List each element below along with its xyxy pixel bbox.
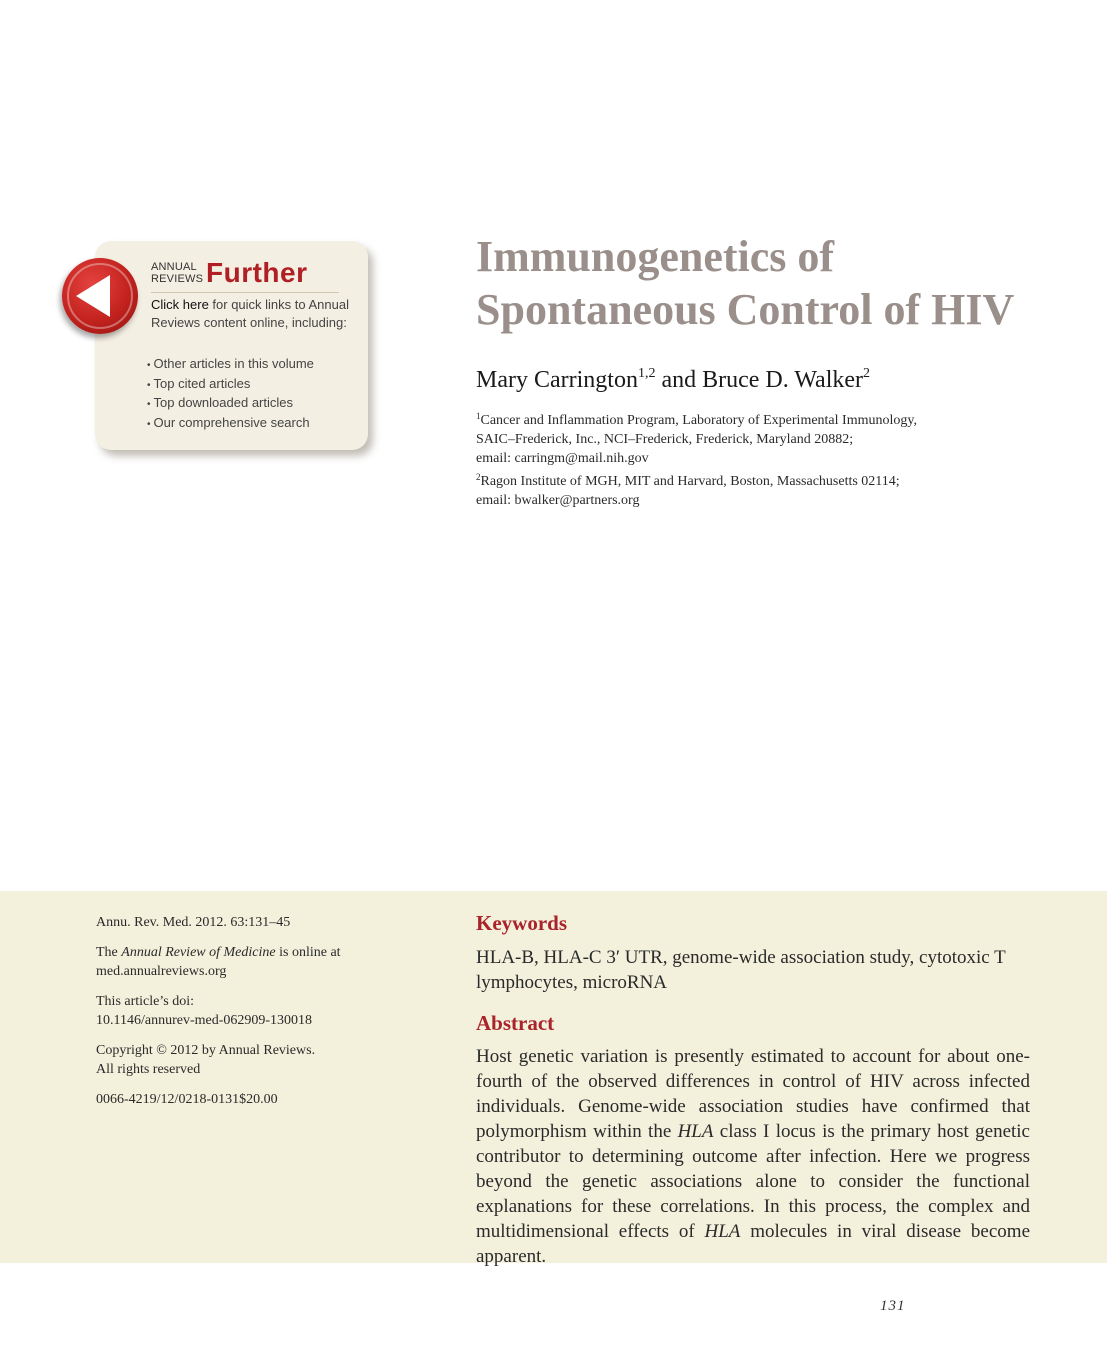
affiliation-2-email: email: bwalker@partners.org — [476, 493, 640, 508]
authors — [476, 365, 1076, 395]
journal-url[interactable]: med.annualreviews.org — [96, 964, 227, 979]
further-description — [151, 296, 351, 331]
online-availability — [96, 943, 366, 981]
further-title: Further — [206, 257, 308, 288]
further-link-top-downloaded[interactable]: • Top downloaded articles — [147, 394, 314, 414]
citation: Annu. Rev. Med. 2012. 63:131–45 — [96, 915, 291, 930]
copyright-block — [96, 1041, 366, 1079]
further-box[interactable] — [95, 241, 368, 450]
affiliation-1-line-2: SAIC–Frederick, Inc., NCI–Frederick, Frederick, Maryland 20882; — [476, 432, 854, 447]
online-prefix: The — [96, 945, 122, 960]
affiliation-2-number: 2 — [476, 472, 481, 482]
affiliation-1-number: 1 — [476, 411, 481, 421]
author-2: and Bruce D. Walker — [655, 367, 864, 393]
annual-reviews-logo — [151, 261, 203, 285]
keywords-text: HLA-B, HLA-C 3′ UTR, genome-wide association study, cytotoxic T lymphocytes, microRNA — [476, 947, 1006, 993]
title-line-1: Immunogenetics of — [476, 232, 835, 281]
reviews-label: REVIEWS — [151, 273, 204, 285]
author-2-affiliation: 2 — [863, 366, 871, 381]
annual-label: ANNUAL — [151, 261, 197, 273]
title-line-2: Spontaneous Control of HIV — [476, 285, 1015, 334]
article-title — [476, 230, 1076, 336]
rights: All rights reserved — [96, 1062, 201, 1077]
journal-name: Annual Review of Medicine — [121, 945, 276, 960]
article-meta — [96, 913, 366, 1120]
page-number: 131 — [880, 1298, 906, 1314]
click-here-link[interactable]: Click here — [151, 297, 209, 312]
further-description-text: for quick links to Annual Reviews content online, including: — [151, 297, 349, 330]
abstract-part-2: class I locus is the primary host genetic contributor to determining outcome after infection. Here we progress beyond the genetic associations alone to consider the functional explanations for these correlations. In this process, the complex and multidimensional effects of — [476, 1121, 1030, 1242]
keywords-heading: Keywords — [476, 911, 567, 935]
author-1-affiliation: 1,2 — [637, 366, 656, 381]
copyright: Copyright © 2012 by Annual Reviews. — [96, 1043, 316, 1058]
abstract-part-1: Host genetic variation is presently estimated to account for about one-fourth of the observed differences in control of HIV across infected individuals. Genome-wide association studies have confirmed that polymorphism within the — [476, 1046, 1030, 1142]
abstract-part-3: molecules in viral disease become apparent. — [476, 1221, 1030, 1267]
doi-label: This article’s doi: — [96, 994, 194, 1009]
affiliation-1-email: email: carringm@mail.nih.gov — [476, 451, 649, 466]
author-1: Mary Carrington — [476, 367, 638, 393]
online-suffix: is online at — [275, 945, 341, 960]
further-divider — [151, 292, 339, 293]
abstract-hla-1: HLA — [677, 1121, 714, 1142]
further-link-top-cited[interactable]: • Top cited articles — [147, 375, 314, 395]
abstract-hla-2: HLA — [704, 1221, 741, 1242]
arrow-triangle — [76, 275, 110, 317]
affiliation-1-line-1: Cancer and Inflammation Program, Laboratory of Experimental Immunology, — [480, 413, 917, 428]
abstract-text — [476, 1044, 1030, 1269]
further-link-other-articles[interactable]: • Other articles in this volume — [147, 355, 314, 375]
further-links — [147, 355, 314, 433]
further-link-search[interactable]: • Our comprehensive search — [147, 414, 314, 434]
doi[interactable]: 10.1146/annurev-med-062909-130018 — [96, 1013, 313, 1028]
abstract-heading: Abstract — [476, 1011, 555, 1035]
issn: 0066-4219/12/0218-0131$20.00 — [96, 1092, 278, 1107]
back-arrow-icon[interactable] — [62, 258, 138, 334]
affiliation-1 — [476, 411, 996, 468]
affiliation-2-line-1: Ragon Institute of MGH, MIT and Harvard, Boston, Massachusetts 02114; — [480, 474, 900, 489]
affiliation-2 — [476, 472, 996, 510]
doi-block — [96, 992, 366, 1030]
